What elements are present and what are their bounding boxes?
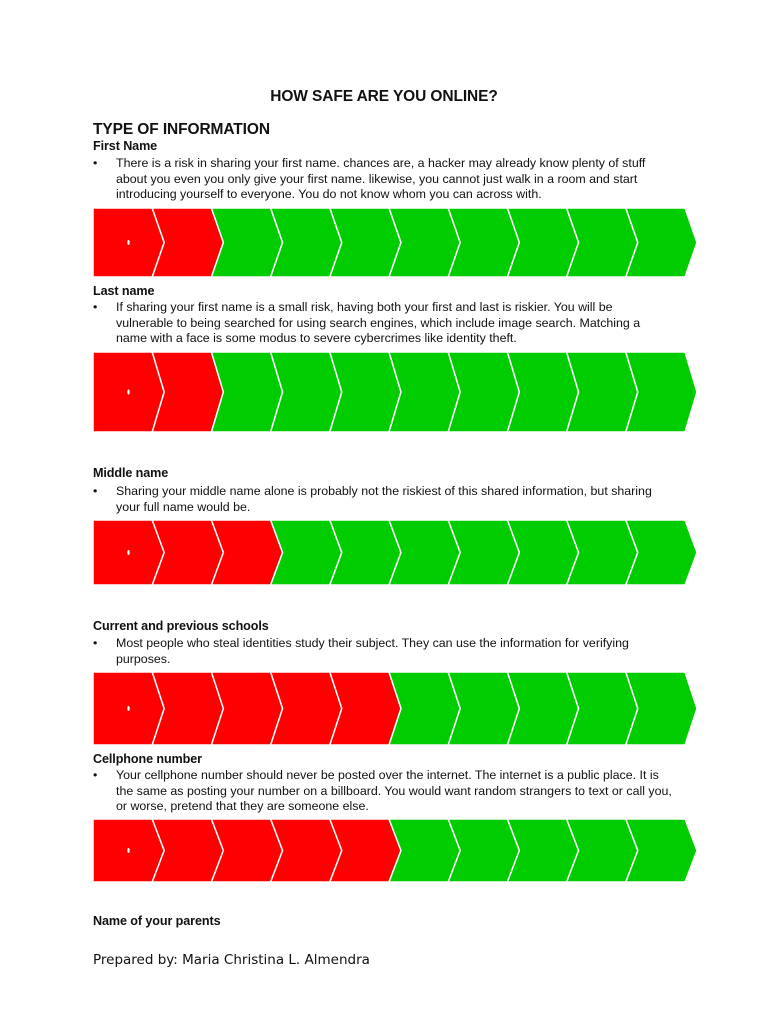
- prepared-by: Prepared by: Maria Christina L. Almendra: [93, 952, 370, 968]
- bullet-icon: •: [93, 636, 98, 650]
- meter-marker: [127, 550, 129, 555]
- item-description: Most people who steal identities study their subject. They can use the information for verifying purposes.: [116, 636, 629, 666]
- item-description: If sharing your first name is a small risk, having both your first and last is riskier. You will be vulnerable to being searched for using search engines, which include image search. Matching a name with a face is some modus to severe cybercrimes like identity theft.: [116, 300, 641, 345]
- risk-meter: [93, 672, 697, 745]
- risk-meter: [93, 819, 697, 882]
- item-label-schools: Current and previous schools: [93, 619, 269, 633]
- risk-meter: [93, 208, 697, 277]
- risk-meter-graphic: [93, 819, 697, 882]
- page-title: HOW SAFE ARE YOU ONLINE?: [270, 88, 498, 105]
- meter-marker: [127, 706, 129, 711]
- risk-meter-graphic: [93, 352, 697, 432]
- bullet-icon: •: [93, 484, 98, 498]
- item-label-first-name: First Name: [93, 139, 158, 153]
- bullet-icon: •: [93, 768, 98, 782]
- item-description: Your cellphone number should never be posted over the internet. The internet is a public place. It is the same as posting your number on a billboard. You would want random strangers to text or call you, or worse, pretend that they are someone else.: [116, 768, 672, 813]
- risk-meter-graphic: [93, 672, 697, 745]
- risk-meter: [93, 352, 697, 432]
- risk-meter: [93, 520, 697, 585]
- meter-marker: [127, 390, 129, 395]
- risk-meter-graphic: [93, 520, 697, 585]
- item-description: Sharing your middle name alone is probably not the riskiest of this shared information, but sharing your full name would be.: [116, 484, 652, 514]
- item-label-last-name: Last name: [93, 284, 155, 298]
- item-label-parents: Name of your parents: [93, 914, 221, 928]
- item-description: There is a risk in sharing your first name. chances are, a hacker may already know plenty of stuff about you even you only give your first name. likewise, you cannot just walk in a room and start introducing yourself to everyone. You do not know whom you can across with.: [116, 156, 646, 201]
- section-heading: TYPE OF INFORMATION: [93, 121, 270, 138]
- meter-marker: [127, 848, 129, 853]
- item-label-middle-name: Middle name: [93, 466, 169, 480]
- meter-marker: [127, 240, 129, 245]
- item-label-cellphone: Cellphone number: [93, 752, 202, 766]
- risk-meter-graphic: [93, 208, 697, 277]
- bullet-icon: •: [93, 156, 98, 170]
- bullet-icon: •: [93, 300, 98, 314]
